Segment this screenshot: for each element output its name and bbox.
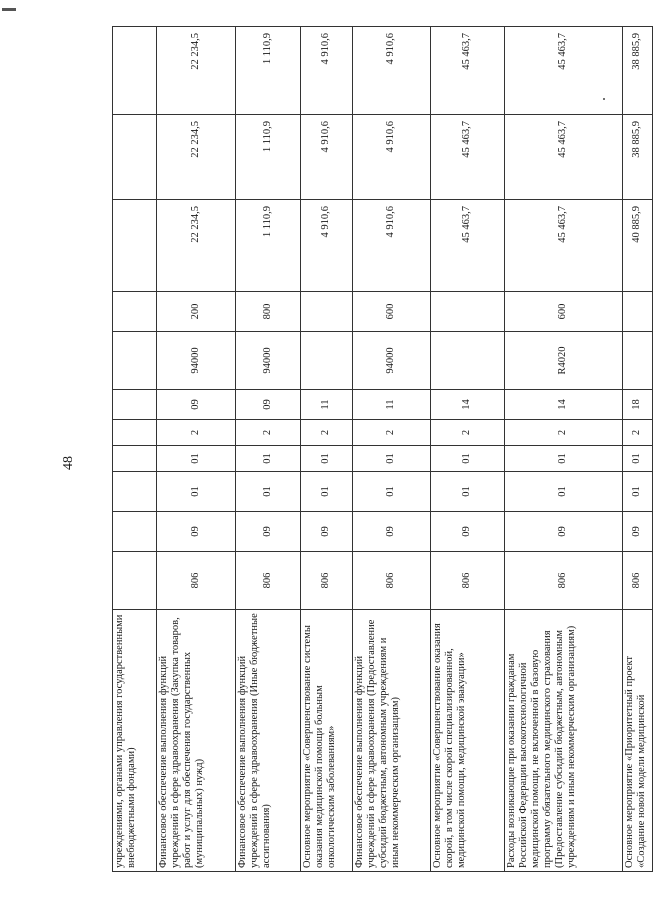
row-p1-cell: 01 (623, 446, 653, 472)
row-name-cell: Основное мероприятие «Совершенствование системы оказания медицинской помощи больным онкологическим заболеваниям» (301, 610, 353, 872)
scan-artifact (2, 8, 16, 11)
row-code-cell: 806 (431, 552, 505, 610)
row-p3-cell: 11 (301, 390, 353, 420)
table-row (623, 27, 653, 872)
row-p2-cell: 2 (236, 420, 301, 446)
row-p2-cell: 2 (623, 420, 653, 446)
row-vr-cell: 800 (236, 292, 301, 332)
row-rz-cell: 09 (236, 512, 301, 552)
row-name-cell: Основное мероприятие «Совершенствование оказания скорой, в том числе скорой специализированной, медицинской помощи, медицинской эвакуации» (431, 610, 505, 872)
row-code-cell (113, 552, 157, 610)
row-v2-cell: 45 463,7 (505, 115, 623, 200)
row-name-cell: Финансовое обеспечение выполнения функций учреждений в сфере здравоохранения (Закупка товаров, работ и услуг для обеспечения государственных (муниципальных) нужд) (157, 610, 236, 872)
row-v3-cell: 4 910,6 (301, 27, 353, 115)
budget-table (112, 26, 653, 872)
row-pr-cell (113, 472, 157, 512)
table-row (301, 27, 353, 872)
row-p2-cell: 2 (353, 420, 431, 446)
row-name-cell: Расходы возникающие при оказании гражданам Российской Федерации высокотехнологичной медицинской помощи, не включенной в базовую программу обязательного медицинского страхования (Предоставление субсидий бюджетным, автономным учреждениям и иным некоммерческим организациям) (505, 610, 623, 872)
row-csr-cell (301, 332, 353, 390)
row-code-cell: 806 (623, 552, 653, 610)
row-v3-cell (113, 27, 157, 115)
row-pr-cell: 01 (157, 472, 236, 512)
row-v1-cell: 22 234,5 (157, 200, 236, 292)
row-rz-cell (113, 512, 157, 552)
row-v2-cell (113, 115, 157, 200)
row-csr-cell (431, 332, 505, 390)
row-p3-cell: 11 (353, 390, 431, 420)
row-csr-cell: 94000 (353, 332, 431, 390)
row-v1-cell: 1 110,9 (236, 200, 301, 292)
row-vr-cell (113, 292, 157, 332)
table-row (113, 27, 157, 872)
row-v1-cell (113, 200, 157, 292)
row-v2-cell: 22 234,5 (157, 115, 236, 200)
page-number: 48 (61, 456, 76, 470)
row-p3-cell: 18 (623, 390, 653, 420)
table-row (505, 27, 623, 872)
row-csr-cell: 94000 (236, 332, 301, 390)
row-v2-cell: 4 910,6 (301, 115, 353, 200)
row-v1-cell: 45 463,7 (431, 200, 505, 292)
row-vr-cell (301, 292, 353, 332)
row-v1-cell: 4 910,6 (301, 200, 353, 292)
table-row (157, 27, 236, 872)
row-rz-cell: 09 (353, 512, 431, 552)
row-rz-cell: 09 (505, 512, 623, 552)
row-v1-cell: 40 885,9 (623, 200, 653, 292)
row-rz-cell: 09 (431, 512, 505, 552)
row-v2-cell: 45 463,7 (431, 115, 505, 200)
row-code-cell: 806 (301, 552, 353, 610)
row-v3-cell: 38 885,9 (623, 27, 653, 115)
table-row (236, 27, 301, 872)
row-p1-cell (113, 446, 157, 472)
row-csr-cell (623, 332, 653, 390)
row-rz-cell: 09 (623, 512, 653, 552)
row-pr-cell: 01 (623, 472, 653, 512)
row-v3-cell: 1 110,9 (236, 27, 301, 115)
row-p3-cell (113, 390, 157, 420)
table-row (431, 27, 505, 872)
row-p3-cell: 09 (157, 390, 236, 420)
rotated-table-wrapper (112, 27, 648, 872)
row-code-cell: 806 (236, 552, 301, 610)
row-p1-cell: 01 (505, 446, 623, 472)
row-vr-cell: 600 (505, 292, 623, 332)
row-v1-cell: 4 910,6 (353, 200, 431, 292)
row-vr-cell: 600 (353, 292, 431, 332)
row-csr-cell: R4020 (505, 332, 623, 390)
row-name-cell: учреждениями, органами управления государственными внебюджетными фондами) (113, 610, 157, 872)
row-rz-cell: 09 (157, 512, 236, 552)
row-v3-cell: 4 910,6 (353, 27, 431, 115)
row-p3-cell: 14 (431, 390, 505, 420)
row-v2-cell: 4 910,6 (353, 115, 431, 200)
row-p2-cell (113, 420, 157, 446)
row-v1-cell: 45 463,7 (505, 200, 623, 292)
table-body (113, 27, 653, 872)
row-p1-cell: 01 (431, 446, 505, 472)
row-p1-cell: 01 (353, 446, 431, 472)
row-v2-cell: 1 110,9 (236, 115, 301, 200)
row-v3-cell: 45 463,7 (505, 27, 623, 115)
row-vr-cell: 200 (157, 292, 236, 332)
row-p2-cell: 2 (505, 420, 623, 446)
row-p3-cell: 09 (236, 390, 301, 420)
row-pr-cell: 01 (431, 472, 505, 512)
row-p2-cell: 2 (301, 420, 353, 446)
row-pr-cell: 01 (301, 472, 353, 512)
row-v3-cell: 22 234,5 (157, 27, 236, 115)
row-csr-cell: 94000 (157, 332, 236, 390)
row-p2-cell: 2 (431, 420, 505, 446)
table-row (353, 27, 431, 872)
row-code-cell: 806 (353, 552, 431, 610)
row-p1-cell: 01 (301, 446, 353, 472)
row-name-cell: Финансовое обеспечение выполнения функций учреждений в сфере здравоохранения (Предоставление субсидий бюджетным, автономным учреждениям и иным некоммерческим организациям) (353, 610, 431, 872)
row-name-cell: Финансовое обеспечение выполнения функций учреждений в сфере здравоохранения (Иные бюджетные ассигнования) (236, 610, 301, 872)
row-csr-cell (113, 332, 157, 390)
row-code-cell: 806 (505, 552, 623, 610)
row-pr-cell: 01 (505, 472, 623, 512)
row-p1-cell: 01 (157, 446, 236, 472)
row-p1-cell: 01 (236, 446, 301, 472)
row-code-cell: 806 (157, 552, 236, 610)
row-vr-cell (623, 292, 653, 332)
row-v2-cell: 38 885,9 (623, 115, 653, 200)
row-v3-cell: 45 463,7 (431, 27, 505, 115)
row-vr-cell (431, 292, 505, 332)
row-pr-cell: 01 (353, 472, 431, 512)
row-name-cell: Основное мероприятие «Приоритетный проект «Создание новой модели медицинской (623, 610, 653, 872)
row-rz-cell: 09 (301, 512, 353, 552)
row-pr-cell: 01 (236, 472, 301, 512)
row-p2-cell: 2 (157, 420, 236, 446)
row-p3-cell: 14 (505, 390, 623, 420)
